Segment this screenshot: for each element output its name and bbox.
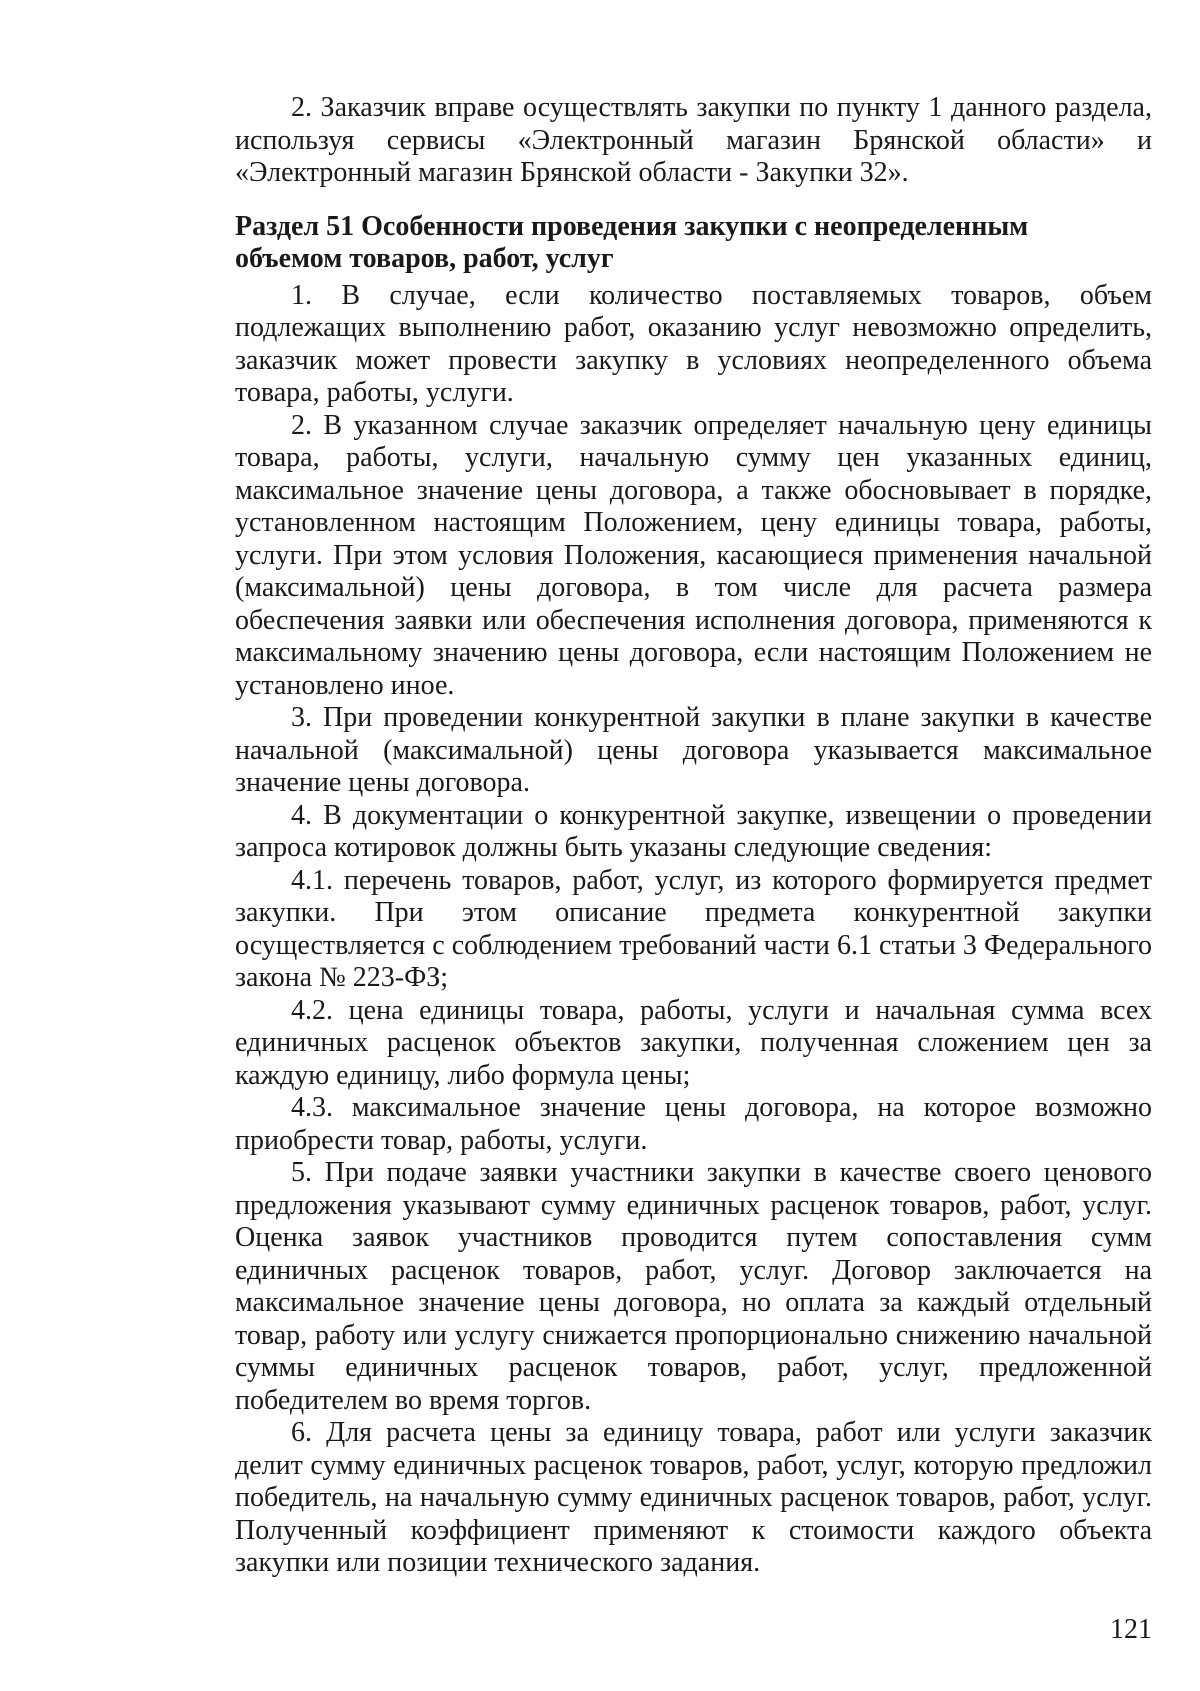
document-page [235, 92, 1152, 1580]
paragraph-6: 6. Для расчета цены за единицу товара, работ или услуги заказчик делит сумму единичных расценок товаров, работ, услуг, которую предложил победитель, на начальную сумму единичных расценок товаров, работ, услуг. Полученный коэффициент применяют к стоимости каждого объекта закупки или позиции технического задания. [235, 1417, 1152, 1578]
paragraph-5: 5. При подаче заявки участники закупки в качестве своего ценового предложения указывают сумму единичных расценок товаров, работ, услуг. Оценка заявок участников проводится путем сопоставления сумм единичных расценок товаров, работ, услуг. Договор заключается на максимальное значение цены договора, но оплата за каждый отдельный товар, работу или услугу снижается пропорционально снижению начальной суммы единичных расценок товаров, работ, услуг, предложенной победителем во время торгов. [235, 1157, 1152, 1416]
paragraph-4: 4. В документации о конкурентной закупке, извещении о проведении запроса котировок должны быть указаны следующие сведения: [235, 799, 1152, 863]
paragraph-3: 3. При проведении конкурентной закупки в плане закупки в качестве начальной (максимальной) цены договора указывается максимальное значение цены договора. [235, 702, 1152, 798]
intro-paragraph: 2. Заказчик вправе осуществлять закупки по пункту 1 данного раздела, используя сервисы «Электронный магазин Брянской области» и «Электронный магазин Брянской области - Закупки 32». [235, 92, 1152, 188]
paragraph-4-2: 4.2. цена единицы товара, работы, услуги и начальная сумма всех единичных расценок объектов закупки, полученная сложением цен за каждую единицу, либо формула цены; [235, 994, 1152, 1091]
page-number: 121 [1110, 1614, 1152, 1645]
paragraph-2: 2. В указанном случае заказчик определяет начальную цену единицы товара, работы, услуги, начальную сумму цен указанных единиц, максимальное значение цены договора, а также обосновывает в порядке, установленном настоящим Положением, цену единицы товара, работы, услуги. При этом условия Положения, касающиеся применения начальной (максимальной) цены договора, в том числе для расчета размера обеспечения заявки или обеспечения исполнения договора, применяются к максимальному значению цены договора, если настоящим Положением не установлено иное. [235, 409, 1152, 701]
paragraph-1: 1. В случае, если количество поставляемых товаров, объем подлежащих выполнению работ, оказанию услуг невозможно определить, заказчик может провести закупку в условиях неопределенного объема товара, работы, услуги. [235, 279, 1152, 408]
paragraph-4-1: 4.1. перечень товаров, работ, услуг, из которого формируется предмет закупки. При этом описание предмета конкурентной закупки осуществляется с соблюдением требований части 6.1 статьи 3 Федерального закона № 223-ФЗ; [235, 864, 1152, 993]
section-title: Раздел 51 Особенности проведения закупки с неопределенным объемом товаров, работ, услуг [235, 210, 1029, 274]
paragraph-4-3: 4.3. максимальное значение цены договора, на которое возможно приобрести товар, работы, услуги. [235, 1092, 1152, 1156]
